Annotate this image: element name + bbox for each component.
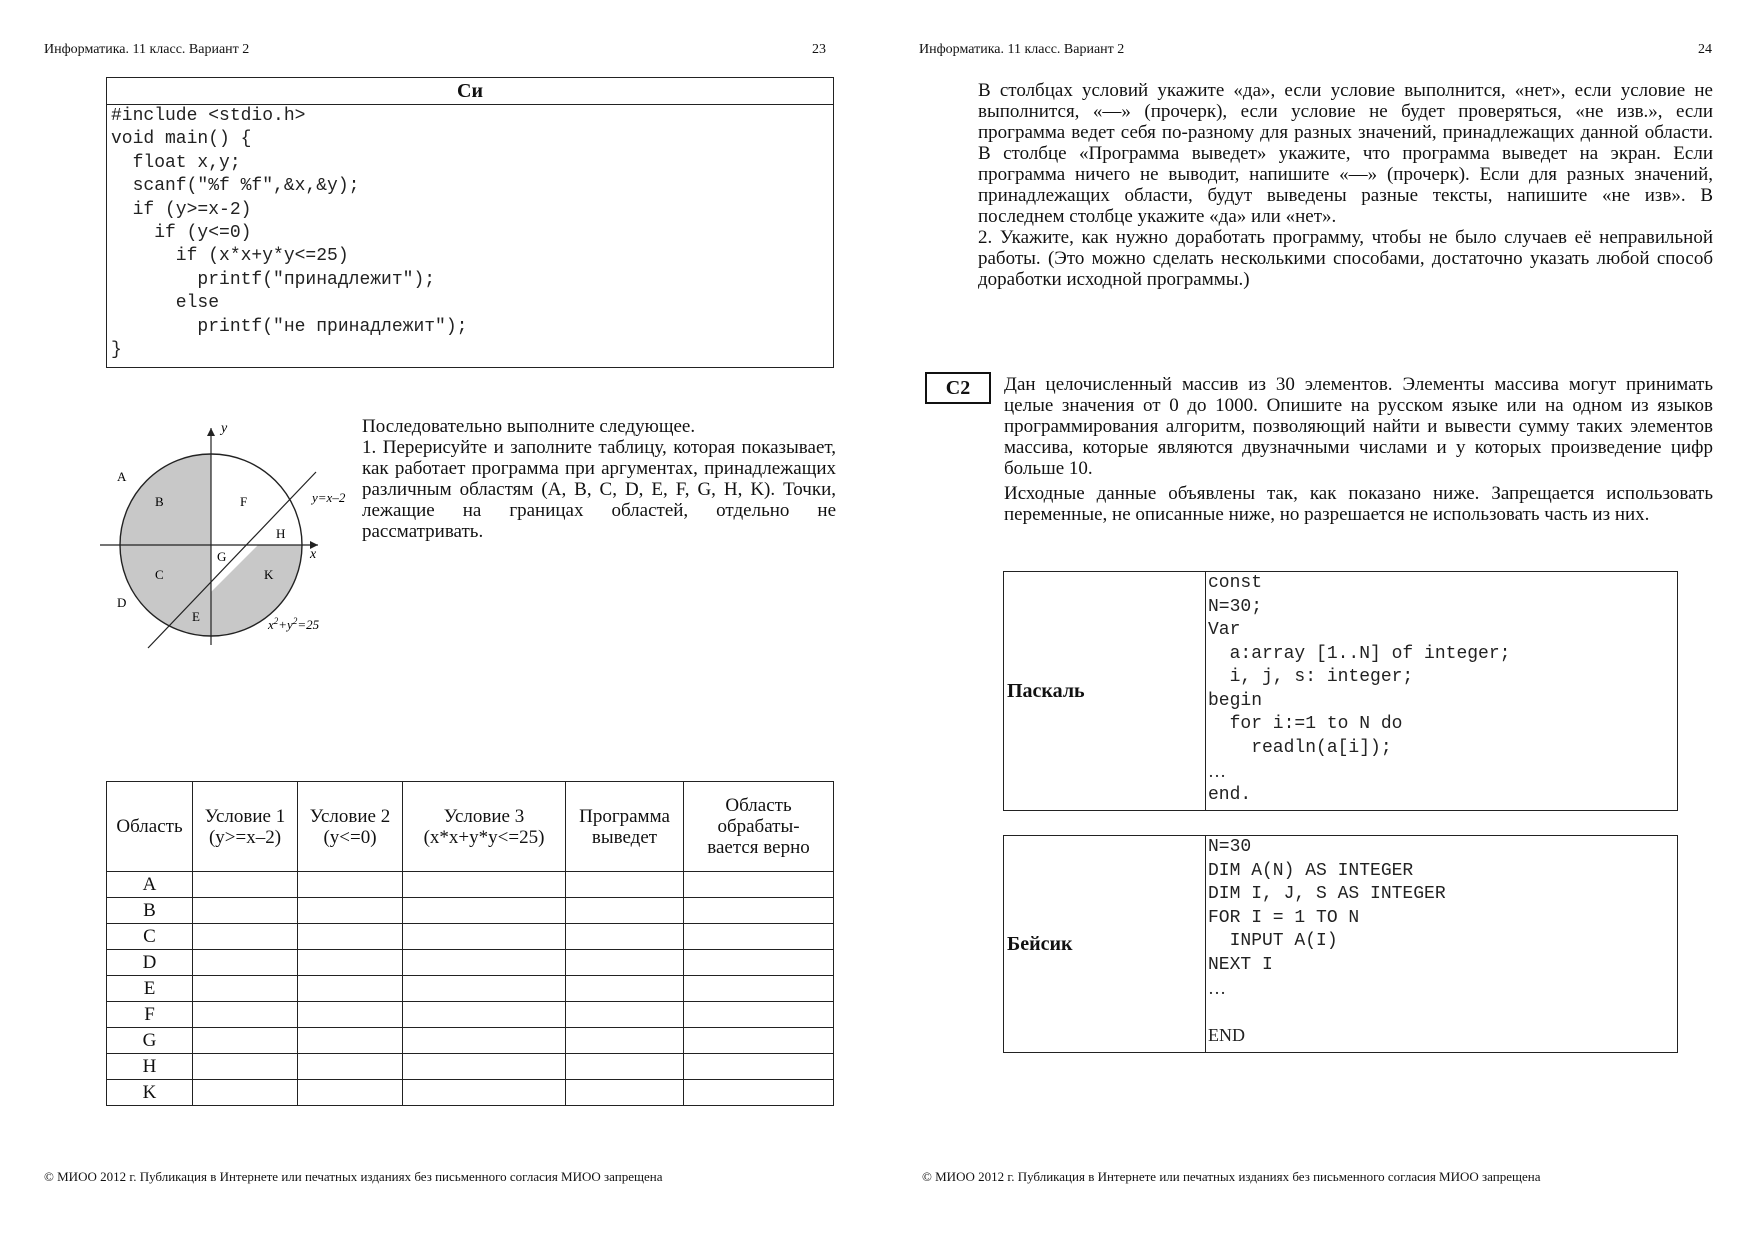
left-page-number: 23 — [812, 42, 826, 57]
basic-code-line: DIM I, J, S AS INTEGER — [1208, 884, 1446, 904]
table-header-row — [107, 782, 834, 872]
header-condition-2: Условие 2 (y<=0) — [298, 782, 403, 872]
pascal-table — [1003, 571, 1678, 811]
c2-text-2: Исходные данные объявлены так, как показано ниже. Запрещается использовать переменные, не описанные ниже, но разрешается не использовать часть из них. — [1004, 483, 1713, 525]
pascal-code-line: begin — [1208, 690, 1263, 711]
c2-badge: C2 — [925, 372, 991, 404]
region-label-e: E — [192, 609, 200, 624]
basic-code-line: NEXT I — [1208, 954, 1273, 975]
right-para-2: 2. Укажите, как нужно доработать программу, чтобы не было случаев её неправильной работы. (Это можно сделать несколькими способами, достаточно указать любой способ доработки исходной программы.) — [978, 227, 1713, 290]
row-label: G — [107, 1028, 193, 1054]
instructions-intro: Последовательно выполните следующее. — [362, 416, 696, 437]
table-row — [107, 976, 834, 1002]
c-code-line: if (y>=x-2) — [111, 199, 252, 220]
header-condition-1: Условие 1 (y>=x–2) — [193, 782, 298, 872]
region-label-g: G — [217, 549, 227, 564]
row-label: E — [107, 976, 193, 1002]
region-label-k: K — [264, 567, 274, 582]
region-label-c: C — [155, 567, 164, 582]
axis-x-label: x — [310, 547, 317, 562]
pascal-label: Паскаль — [1004, 572, 1206, 811]
table-row — [107, 924, 834, 950]
header-correct: Область обрабаты- вается верно — [684, 782, 834, 872]
region-label-a: A — [117, 469, 127, 484]
c-code-box — [106, 77, 834, 368]
table-row — [107, 1002, 834, 1028]
row-label: D — [107, 950, 193, 976]
c-code-line: #include <stdio.h> — [111, 106, 306, 126]
table-row — [107, 872, 834, 898]
c2-text-1: Дан целочисленный массив из 30 элементов. Элементы массива могут принимать целые значения от 0 до 1000. Опишите на русском языке или на одном из языков программирования алгоритм, позволяющий найти и вывести сумму таких элементов массива, которые являются двузначными числами и у которых произведение цифр больше 10. — [1004, 374, 1713, 479]
pascal-code-line: end. — [1208, 784, 1252, 805]
basic-code-line: … — [1208, 978, 1226, 998]
pascal-code-line: N=30; — [1208, 596, 1263, 617]
table-row — [107, 898, 834, 924]
c-code-line: else — [111, 293, 220, 314]
instructions-block — [362, 416, 836, 542]
pascal-code-line: i, j, s: integer; — [1208, 667, 1414, 687]
pascal-code-line: Var — [1208, 620, 1241, 640]
c-code-line: if (x*x+y*y<=25) — [111, 246, 349, 267]
c-code-title: Си — [107, 78, 833, 105]
table-row — [107, 1080, 834, 1106]
row-label: F — [107, 1002, 193, 1028]
right-footer: © МИОО 2012 г. Публикация в Интернете или печатных изданиях без письменного согласия МИОО запрещена — [922, 1169, 1541, 1184]
left-footer: © МИОО 2012 г. Публикация в Интернете или печатных изданиях без письменного согласия МИОО запрещена — [44, 1169, 663, 1184]
pascal-code-line: … — [1208, 761, 1226, 781]
c-code-line: float x,y; — [111, 152, 241, 173]
table-row — [107, 1028, 834, 1054]
row-label: K — [107, 1080, 193, 1106]
right-instructions — [978, 80, 1713, 290]
basic-code-line: N=30 — [1208, 837, 1252, 857]
c-code-line: if (y<=0) — [111, 223, 252, 244]
instructions-item1: 1. Перерисуйте и заполните таблицу, которая показывает, как работает программа при аргументах, принадлежащих различным областям (A, B, C, D, E, F, G, H, K). Точки, лежащие на границах областей, отдельно не рассматривать. — [362, 437, 836, 542]
header-region: Область — [107, 782, 193, 872]
basic-code — [1206, 836, 1678, 1053]
basic-code-line: INPUT A(I) — [1208, 931, 1338, 951]
region-label-h: H — [276, 526, 286, 541]
row-label: A — [107, 872, 193, 898]
row-label: C — [107, 924, 193, 950]
right-header-title: Информатика. 11 класс. Вариант 2 — [919, 42, 1125, 57]
left-header-title: Информатика. 11 класс. Вариант 2 — [44, 42, 250, 57]
header-program-output: Программа выведет — [566, 782, 684, 872]
axis-y-label: y — [221, 421, 228, 436]
pascal-code — [1206, 572, 1678, 811]
table-row — [107, 1054, 834, 1080]
c-code-line: } — [111, 340, 122, 361]
region-label-f: F — [240, 494, 248, 509]
line-label: y=x–2 — [312, 490, 346, 505]
right-para-1: В столбцах условий укажите «да», если условие выполнится, «нет», если условие не выполнится, «—» (прочерк), если условие не будет проверяться, «не изв.», если программа ведет себя по-разному для разных значений, принадлежащих данной области. В столбце «Программа выведет» укажите, что программа выведет на экран. Если программа ничего не выводит, напишите «—» (прочерк). Если для разных значений, принадлежащих области, будут выведены разные тексты, напишите «не изв». В последнем столбце укажите «да» или «нет». — [978, 80, 1713, 227]
c-code-line: void main() { — [111, 129, 252, 150]
pascal-code-line: for i:=1 to N do — [1208, 714, 1403, 734]
basic-code-line: DIM A(N) AS INTEGER — [1208, 860, 1414, 881]
pascal-code-line: const — [1208, 573, 1263, 593]
c-code-line: printf("принадлежит"); — [111, 269, 436, 290]
pascal-code-line: a:array [1..N] of integer; — [1208, 643, 1511, 664]
header-condition-3: Условие 3 (x*x+y*y<=25) — [403, 782, 566, 872]
c-code-line: printf("не принадлежит"); — [111, 316, 468, 337]
basic-code-line: END — [1208, 1025, 1245, 1045]
region-diagram — [100, 415, 360, 655]
circle-equation-label: $x^2+y^2=25$ — [268, 616, 320, 632]
row-label: H — [107, 1054, 193, 1080]
c2-task-text — [1004, 374, 1713, 525]
region-label-b: B — [155, 494, 164, 509]
table-row — [107, 950, 834, 976]
pascal-code-line: readln(a[i]); — [1208, 737, 1392, 758]
basic-label: Бейсик — [1004, 836, 1206, 1053]
basic-table — [1003, 835, 1678, 1053]
y-axis-arrow — [207, 428, 215, 436]
region-label-d: D — [117, 595, 127, 610]
basic-code-line: FOR I = 1 TO N — [1208, 907, 1360, 928]
c-code-lines — [107, 105, 833, 362]
right-page-number: 24 — [1698, 42, 1712, 57]
basic-code-line — [1206, 1001, 1677, 1025]
c-code-line: scanf("%f %f",&x,&y); — [111, 176, 360, 197]
region-table — [106, 781, 834, 1106]
row-label: B — [107, 898, 193, 924]
